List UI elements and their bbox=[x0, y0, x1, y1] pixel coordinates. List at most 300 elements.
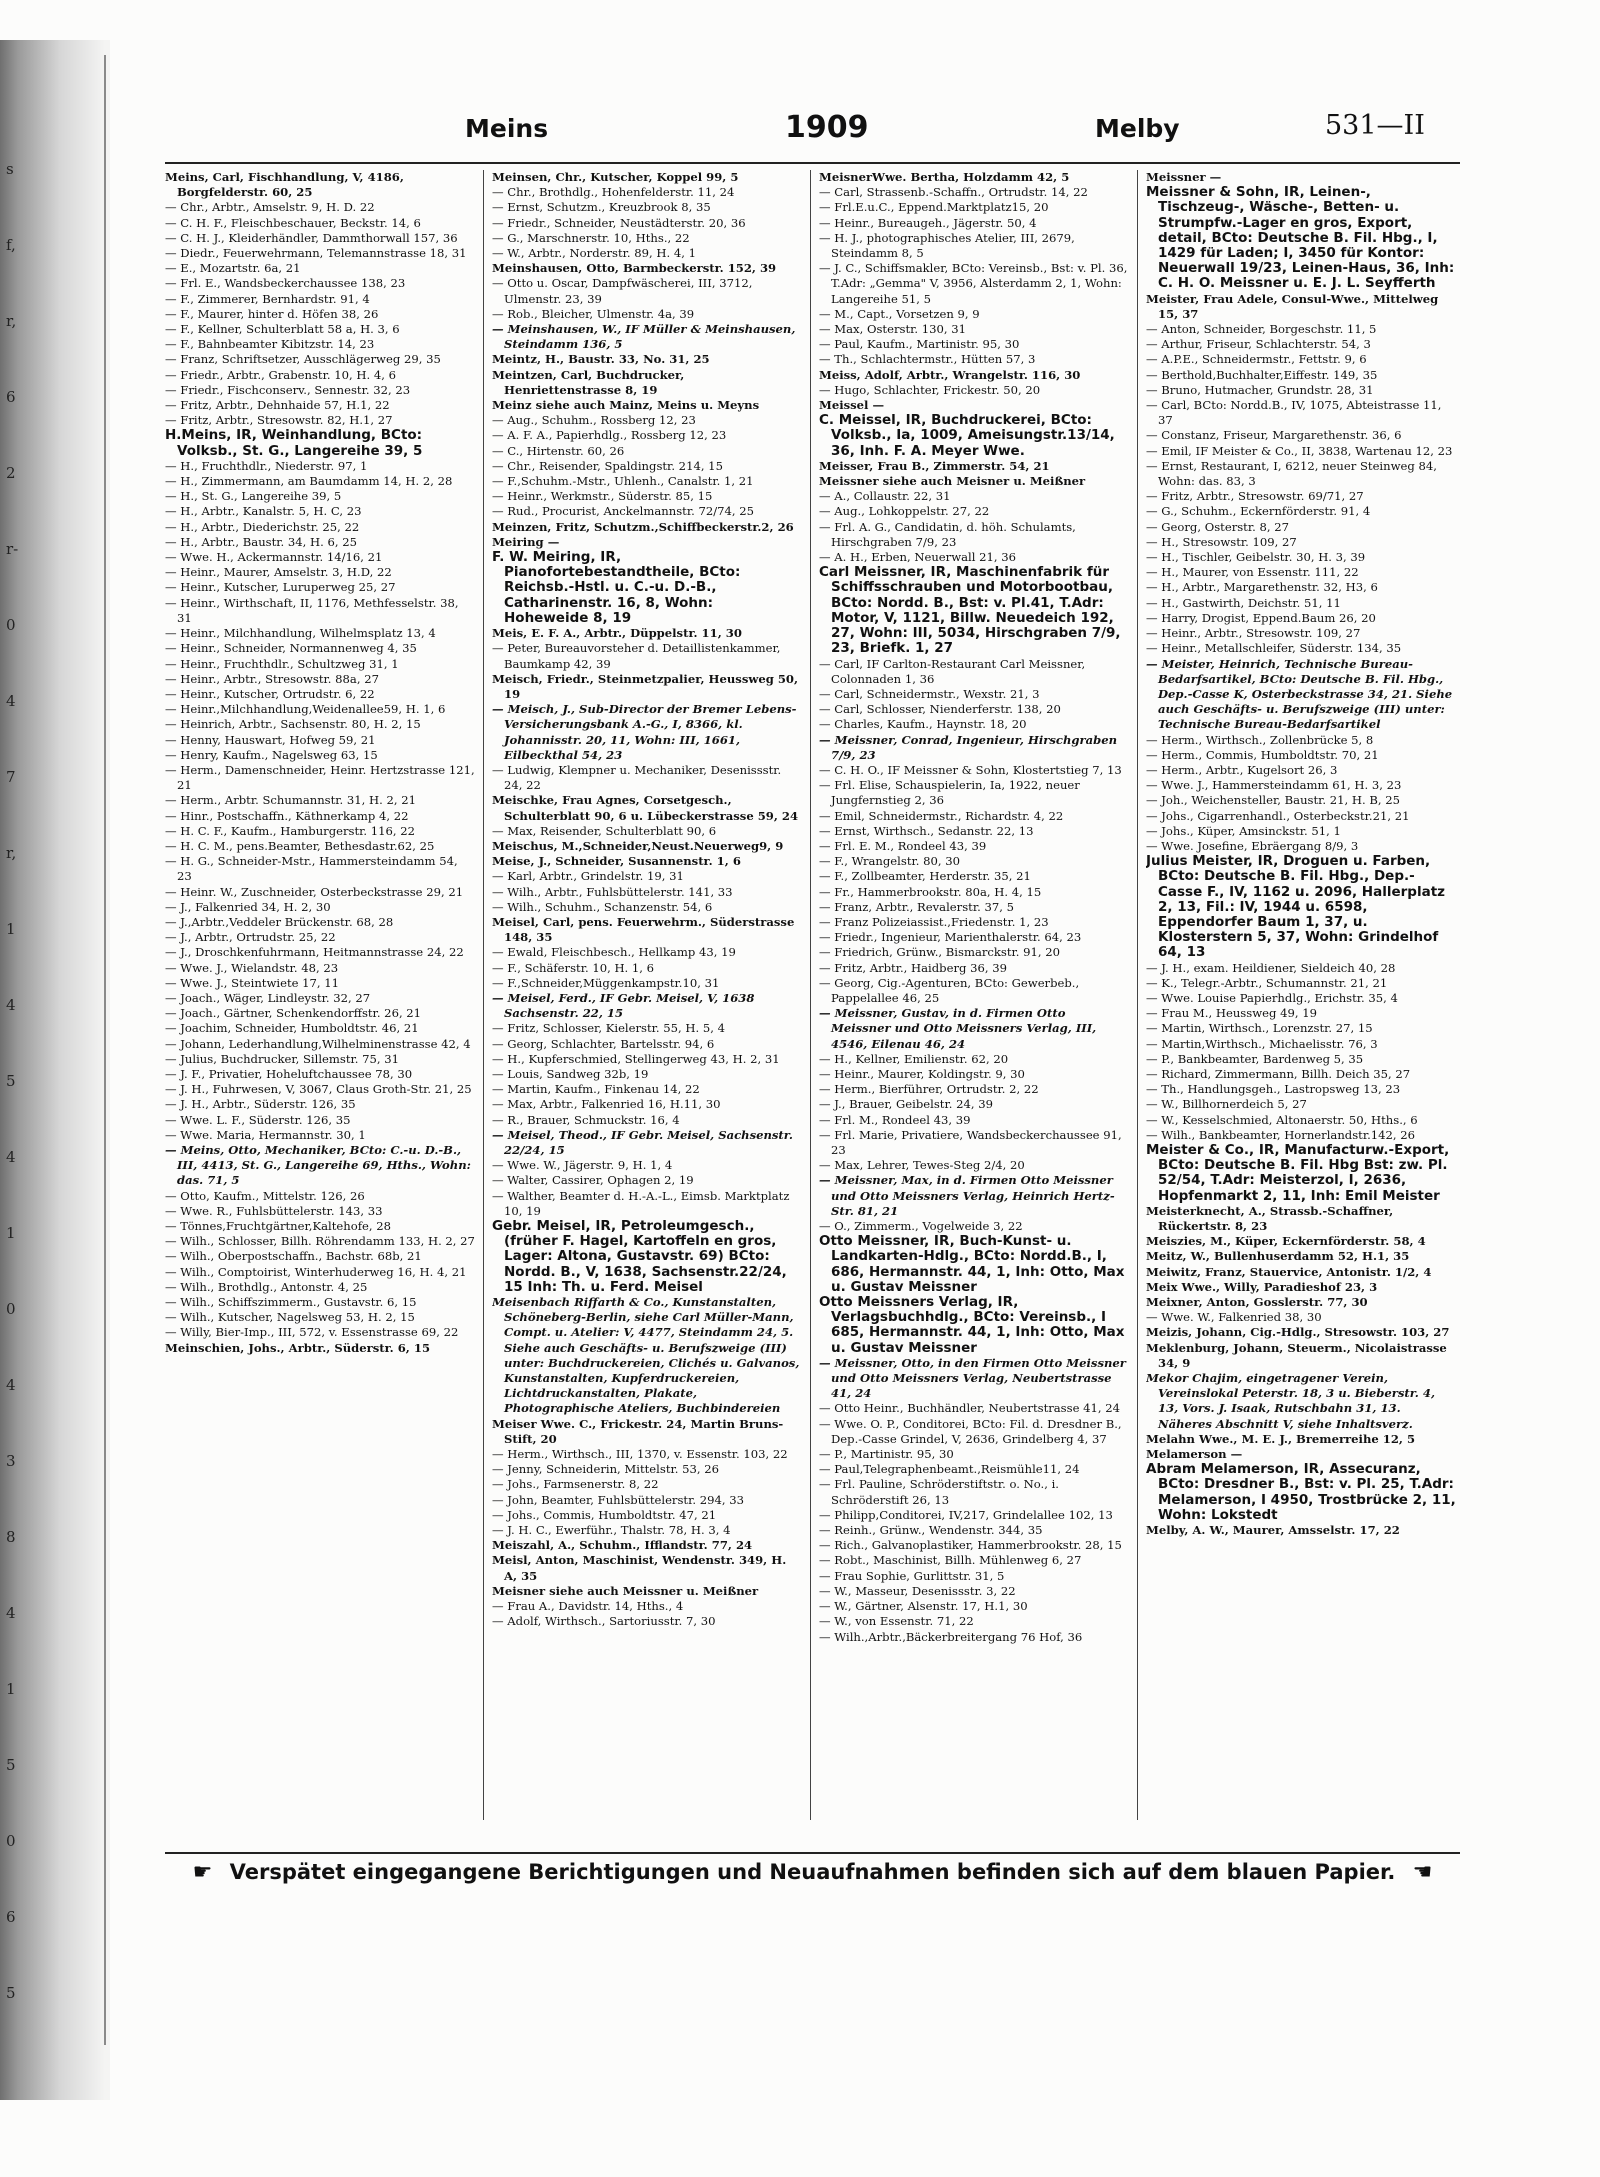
directory-entry: — Wwe. W., Jägerstr. 9, H. 1, 4 bbox=[492, 1158, 673, 1173]
margin-fragment: 4 bbox=[6, 692, 16, 710]
directory-entry: — H., St. G., Langereihe 39, 5 bbox=[165, 489, 342, 504]
directory-entry: — Joach., Gärtner, Schenkendorffstr. 26, 21 bbox=[165, 1006, 422, 1021]
directory-entry: — Frau A., Davidstr. 14, Hths., 4 bbox=[492, 1599, 684, 1614]
directory-columns bbox=[165, 170, 1460, 1820]
directory-entry: — Frl.E.u.C., Eppend.Marktplatz15, 20 bbox=[819, 200, 1049, 215]
margin-fragment: r, bbox=[6, 844, 17, 862]
directory-entry: — Ewald, Fleischbesch., Hellkamp 43, 19 bbox=[492, 945, 736, 960]
directory-entry: — Frl. E. M., Rondeel 43, 39 bbox=[819, 838, 987, 853]
directory-entry: — Heinr., Fruchthdlr., Schultzweg 31, 1 bbox=[165, 656, 399, 671]
directory-entry: — Wilh., Schlosser, Billh. Röhrendamm 133, H. 2, 27 bbox=[165, 1234, 475, 1249]
directory-entry: — A., Collaustr. 22, 31 bbox=[819, 489, 951, 504]
directory-entry: — Ludwig, Klempner u. Mechaniker, Desenissstr. 24, 22 bbox=[492, 762, 782, 793]
directory-entry: — Richard, Zimmermann, Billh. Deich 35, 27 bbox=[1146, 1066, 1411, 1081]
directory-entry: Meiszies, M., Küper, Eckernförderstr. 58, 4 bbox=[1146, 1234, 1426, 1249]
directory-page bbox=[165, 100, 1475, 2020]
directory-entry: — Joachim, Schneider, Humboldtstr. 46, 21 bbox=[165, 1021, 419, 1036]
directory-entry: — Heinrich, Arbtr., Sachsenstr. 80, H. 2, 15 bbox=[165, 717, 421, 732]
directory-entry: — Wilh., Oberpostschaffn., Bachstr. 68b, 21 bbox=[165, 1249, 422, 1264]
directory-entry: — Meissner, Conrad, Ingenieur, Hirschgraben 7/9, 23 bbox=[819, 732, 1118, 762]
column-separator bbox=[483, 170, 484, 1820]
directory-entry: — Carl, BCto: Nordd.B., IV, 1075, Abteistrasse 11, 37 bbox=[1146, 398, 1442, 428]
directory-entry: — Henny, Hauswart, Hofweg 59, 21 bbox=[165, 732, 376, 747]
directory-entry: — Willy, Bier-Imp., III, 572, v. Essenstrasse 69, 22 bbox=[165, 1325, 459, 1340]
directory-entry: — Hinr., Postschaffn., Käthnerkamp 4, 22 bbox=[165, 808, 409, 823]
directory-entry: — Adolf, Wirthsch., Sartoriusstr. 7, 30 bbox=[492, 1614, 716, 1629]
directory-entry: — Frl. Pauline, Schröderstiftstr. o. No., i. Schröderstift 26, 13 bbox=[819, 1477, 1059, 1507]
margin-fragment: r, bbox=[6, 312, 17, 330]
directory-entry: — Frl. E., Wandsbeckerchaussee 138, 23 bbox=[165, 276, 406, 291]
column-separator bbox=[1137, 170, 1138, 1820]
directory-entry: Meisel, Carl, pens. Feuerwehrm., Süderstrasse 148, 35 bbox=[492, 914, 795, 945]
directory-entry: Meinshausen, Otto, Barmbeckerstr. 152, 39 bbox=[492, 261, 777, 276]
directory-entry: — Herm., Bierführer, Ortrudstr. 2, 22 bbox=[819, 1082, 1039, 1097]
directory-entry: — Heinr., Werkmstr., Süderstr. 85, 15 bbox=[492, 489, 713, 504]
directory-entry: — Georg, Osterstr. 8, 27 bbox=[1146, 519, 1289, 534]
directory-entry: — Heinr.,Milchhandlung,Weidenallee59, H. 1, 6 bbox=[165, 702, 446, 717]
directory-entry: — F.,Schuhm.-Mstr., Uhlenh., Canalstr. 1, 21 bbox=[492, 474, 754, 489]
directory-entry: — Heinr., Kutscher, Luruperweg 25, 27 bbox=[165, 580, 396, 595]
directory-entry: — C. H. O., IF Meissner & Sohn, Klostertstieg 7, 13 bbox=[819, 762, 1122, 777]
directory-entry: — Harry, Drogist, Eppend.Baum 26, 20 bbox=[1146, 610, 1376, 625]
directory-entry: — Frl. M., Rondeel 43, 39 bbox=[819, 1112, 971, 1127]
directory-entry: — H., Maurer, von Essenstr. 111, 22 bbox=[1146, 565, 1359, 580]
directory-entry: — Johs., Farmsenerstr. 8, 22 bbox=[492, 1477, 659, 1492]
directory-entry: — W., Gärtner, Alsenstr. 17, H.1, 30 bbox=[819, 1599, 1028, 1614]
directory-entry: — Jenny, Schneiderin, Mittelstr. 53, 26 bbox=[492, 1462, 719, 1477]
directory-entry: — Georg, Schlachter, Bartelsstr. 94, 6 bbox=[492, 1036, 715, 1051]
margin-fragment: 5 bbox=[6, 1984, 16, 2002]
column-2 bbox=[492, 170, 802, 1820]
directory-entry: — Wilh.,Arbtr.,Bäckerbreitergang 76 Hof, 36 bbox=[819, 1629, 1083, 1644]
directory-entry: — Wilh., Bankbeamter, Hornerlandstr.142, 26 bbox=[1146, 1127, 1416, 1142]
directory-entry: — Herm., Commis, Humboldtstr. 70, 21 bbox=[1146, 747, 1379, 762]
directory-entry: — Carl, Schlosser, Nienderferstr. 138, 20 bbox=[819, 702, 1061, 717]
directory-entry: Meisterknecht, A., Strassb.-Schaffner, Rückertstr. 8, 23 bbox=[1146, 1203, 1394, 1234]
directory-entry: Meixner, Anton, Gosslerstr. 77, 30 bbox=[1146, 1295, 1368, 1310]
directory-entry: — C. H. J., Kleiderhändler, Dammthorwall 157, 36 bbox=[165, 230, 458, 245]
directory-entry: Meissel — bbox=[819, 398, 885, 413]
directory-entry: Meintzen, Carl, Buchdrucker, Henriettenstrasse 8, 19 bbox=[492, 367, 685, 397]
directory-entry: — Peter, Bureauvorsteher d. Detaillistenkammer, Baumkamp 42, 39 bbox=[492, 641, 781, 671]
directory-entry: — Frau M., Heussweg 49, 19 bbox=[1146, 1006, 1317, 1021]
column-1 bbox=[165, 170, 475, 1820]
directory-entry: — Ernst, Schutzm., Kreuzbrook 8, 35 bbox=[492, 200, 711, 215]
directory-entry: — M., Capt., Vorsetzen 9, 9 bbox=[819, 306, 980, 321]
directory-entry: — John, Beamter, Fuhlsbüttelerstr. 294, 33 bbox=[492, 1492, 744, 1507]
directory-entry: Gebr. Meisel, IR, Petroleumgesch., (früher F. Hagel, Kartoffeln en gros, Lager: Altona, Gustavstr. 69) BCto: Nordd. B., V, 1638, Sachsenstr.22/24, 15 Inh: Th. u. Ferd. Meisel bbox=[492, 1218, 787, 1295]
directory-entry: — F., Schäferstr. 10, H. 1, 6 bbox=[492, 960, 655, 975]
margin-fragment: 4 bbox=[6, 1604, 16, 1622]
directory-entry: — J., Arbtr., Ortrudstr. 25, 22 bbox=[165, 930, 336, 945]
directory-entry: — Wwe. J., Wielandstr. 48, 23 bbox=[165, 960, 339, 975]
directory-entry: — Herm., Wirthsch., Zollenbrücke 5, 8 bbox=[1146, 732, 1374, 747]
margin-fragment: 0 bbox=[6, 1300, 16, 1318]
directory-entry: — Friedr., Ingenieur, Marienthalerstr. 64, 23 bbox=[819, 930, 1082, 945]
directory-entry: — Rob., Bleicher, Ulmenstr. 4a, 39 bbox=[492, 306, 695, 321]
directory-entry: — Meisel, Ferd., IF Gebr. Meisel, V, 1638 Sachsenstr. 22, 15 bbox=[492, 990, 755, 1021]
directory-entry: — Franz, Arbtr., Revalerstr. 37, 5 bbox=[819, 899, 1014, 914]
directory-entry: — Friedr., Arbtr., Grabenstr. 10, H. 4, 6 bbox=[165, 367, 396, 382]
directory-entry: — P., Martinistr. 95, 30 bbox=[819, 1447, 954, 1462]
directory-entry: — W., Billhornerdeich 5, 27 bbox=[1146, 1097, 1307, 1112]
directory-entry: — Wwe. J., Hammersteindamm 61, H. 3, 23 bbox=[1146, 778, 1402, 793]
directory-entry: — Frl. A. G., Candidatin, d. höh. Schulamts, Hirschgraben 7/9, 23 bbox=[819, 519, 1076, 549]
directory-entry: Meiser Wwe. C., Frickestr. 24, Martin Bruns-Stift, 20 bbox=[492, 1416, 784, 1446]
directory-entry: — Wwe. Josefine, Ebräergang 8/9, 3 bbox=[1146, 838, 1359, 853]
directory-entry: — Wilh., Arbtr., Fuhlsbüttelerstr. 141, 33 bbox=[492, 884, 733, 899]
directory-entry: — A. H., Erben, Neuerwall 21, 36 bbox=[819, 550, 1017, 565]
directory-entry: — Wwe. L. F., Süderstr. 126, 35 bbox=[165, 1112, 351, 1127]
directory-entry: — Wwe. O. P., Conditorei, BCto: Fil. d. Dresdner B., Dep.-Casse Grindel, V, 2636, Grindelberg 4, 37 bbox=[819, 1416, 1122, 1446]
directory-entry: Meins, Carl, Fischhandlung, V, 4186, Borgfelderstr. 60, 25 bbox=[165, 170, 404, 200]
directory-entry: — Heinr., Schneider, Normannenweg 4, 35 bbox=[165, 641, 417, 656]
directory-entry: — Wilh., Schuhm., Schanzenstr. 54, 6 bbox=[492, 899, 713, 914]
directory-entry: — Ernst, Wirthsch., Sedanstr. 22, 13 bbox=[819, 823, 1034, 838]
directory-entry: — H., Kellner, Emilienstr. 62, 20 bbox=[819, 1051, 1009, 1066]
directory-entry: — J. H., Arbtr., Süderstr. 126, 35 bbox=[165, 1097, 356, 1112]
directory-entry: — Frau Sophie, Gurlittstr. 31, 5 bbox=[819, 1568, 1005, 1583]
directory-entry: — A. F. A., Papierhdlg., Rossberg 12, 23 bbox=[492, 428, 727, 443]
directory-entry: — Karl, Arbtr., Grindelstr. 19, 31 bbox=[492, 869, 684, 884]
directory-entry: — H. J., photographisches Atelier, III, 2679, Steindamm 8, 5 bbox=[819, 230, 1075, 261]
directory-entry: — Max, Reisender, Schulterblatt 90, 6 bbox=[492, 823, 717, 838]
directory-entry: — Emil, Schneidermstr., Richardstr. 4, 22 bbox=[819, 808, 1064, 823]
directory-entry: — H. C. F., Kaufm., Hamburgerstr. 116, 22 bbox=[165, 823, 416, 838]
margin-fragment: 5 bbox=[6, 1072, 16, 1090]
directory-entry: — Chr., Brothdlg., Hohenfelderstr. 11, 24 bbox=[492, 185, 735, 200]
directory-entry: MeisnerWwe. Bertha, Holzdamm 42, 5 bbox=[819, 170, 1070, 184]
footer-text: Verspätet eingegangene Berichtigungen und Neuaufnahmen befinden sich auf dem blauen Papier. bbox=[229, 1860, 1396, 1884]
directory-entry: — F., Wrangelstr. 80, 30 bbox=[819, 854, 961, 869]
directory-entry: — Heinr., Maurer, Amselstr. 3, H.D, 22 bbox=[165, 565, 392, 580]
directory-entry: — Hugo, Schlachter, Frickestr. 50, 20 bbox=[819, 382, 1041, 397]
margin-fragment: 6 bbox=[6, 1908, 16, 1926]
directory-entry: Julius Meister, IR, Droguen u. Farben, BCto: Deutsche B. Fil. Hbg., Dep.-Casse F., IV, 1162 u. 2096, Hallerplatz 2, 13, Fil.: IV, 1944 u. 6598, Eppendorfer Baum 1, 37, u. Klosterstern 5, 37, Wohn: Grindelhof 64, 13 bbox=[1146, 853, 1446, 961]
header-year: 1909 bbox=[785, 110, 869, 145]
margin-fragment: 7 bbox=[6, 768, 16, 786]
directory-entry: — Walther, Beamter d. H.-A.-L., Eimsb. Marktplatz 10, 19 bbox=[492, 1188, 790, 1218]
directory-entry: — E., Mozartstr. 6a, 21 bbox=[165, 261, 301, 276]
directory-entry: — Paul, Kaufm., Martinistr. 95, 30 bbox=[819, 337, 1020, 352]
directory-entry: — Wwe. Louise Papierhdlg., Erichstr. 35, 4 bbox=[1146, 990, 1398, 1005]
directory-entry: — Heinr., Metallschleifer, Süderstr. 134, 35 bbox=[1146, 641, 1402, 656]
directory-entry: — J.,Arbtr.,Veddeler Brückenstr. 68, 28 bbox=[165, 914, 394, 929]
directory-entry: — R., Brauer, Schmuckstr. 16, 4 bbox=[492, 1112, 680, 1127]
directory-entry: Meiring — bbox=[492, 534, 560, 549]
directory-entry: — Carl, IF Carlton-Restaurant Carl Meissner, Colonnaden 1, 36 bbox=[819, 656, 1086, 686]
directory-entry: — Th., Schlachtermstr., Hütten 57, 3 bbox=[819, 352, 1036, 367]
directory-entry: — Louis, Sandweg 32b, 19 bbox=[492, 1066, 649, 1081]
directory-entry: — J., Falkenried 34, H. 2, 30 bbox=[165, 899, 331, 914]
margin-fragment: 6 bbox=[6, 388, 16, 406]
directory-entry: — Otto Heinr., Buchhändler, Neubertstrasse 41, 24 bbox=[819, 1401, 1121, 1416]
directory-entry: — J., Droschkenfuhrmann, Heitmannstrasse 24, 22 bbox=[165, 945, 464, 960]
directory-entry: — Johs., Cigarrenhandl., Osterbeckstr.21, 21 bbox=[1146, 808, 1410, 823]
directory-entry: — Frl. Elise, Schauspielerin, Ia, 1922, neuer Jungfernstieg 2, 36 bbox=[819, 778, 1080, 808]
directory-entry: Melahn Wwe., M. E. J., Bremerreihe 12, 5 bbox=[1146, 1431, 1416, 1446]
directory-entry: — H., Kupferschmied, Stellingerweg 43, H. 2, 31 bbox=[492, 1051, 780, 1066]
running-head bbox=[165, 108, 1475, 148]
directory-entry: — W., Arbtr., Norderstr. 89, H. 4, 1 bbox=[492, 246, 697, 261]
margin-fragment: 1 bbox=[6, 1224, 16, 1242]
directory-entry: Otto Meissner, IR, Buch-Kunst- u. Landkarten-Hdlg., BCto: Nordd.B., I, 686, Hermannstr. 44, 1, Inh: Otto, Max u. Gustav Meissner bbox=[819, 1233, 1125, 1295]
directory-entry: Meisner siehe auch Meissner u. Meißner bbox=[492, 1583, 759, 1598]
directory-entry: — H., Arbtr., Baustr. 34, H. 6, 25 bbox=[165, 534, 358, 549]
directory-entry: — Martin, Wirthsch., Lorenzstr. 27, 15 bbox=[1146, 1021, 1373, 1036]
directory-entry: Meisch, Friedr., Steinmetzpalier, Heussweg 50, 19 bbox=[492, 671, 799, 701]
footer-notice bbox=[165, 1860, 1460, 1900]
margin-fragment: 1 bbox=[6, 1680, 16, 1698]
directory-entry: — Walter, Cassirer, Ophagen 2, 19 bbox=[492, 1173, 694, 1188]
directory-entry: — C., Hirtenstr. 60, 26 bbox=[492, 443, 625, 458]
directory-entry: — Arthur, Friseur, Schlachterstr. 54, 3 bbox=[1146, 337, 1371, 352]
directory-entry: — Meins, Otto, Mechaniker, BCto: C.-u. D.-B., III, 4413, St. G., Langereihe 69, Hths., Wohn: das. 71, 5 bbox=[165, 1143, 471, 1188]
directory-entry: — H., Fruchthdlr., Niederstr. 97, 1 bbox=[165, 458, 368, 473]
directory-entry: — Friedrich, Grünw., Bismarckstr. 91, 20 bbox=[819, 945, 1061, 960]
directory-entry: Meinz siehe auch Mainz, Meins u. Meyns bbox=[492, 398, 760, 413]
directory-entry: — Fritz, Arbtr., Stresowstr. 82, H.1, 27 bbox=[165, 413, 393, 428]
margin-fragment: 1 bbox=[6, 920, 16, 938]
directory-entry: — Herm., Wirthsch., III, 1370, v. Essenstr. 103, 22 bbox=[492, 1447, 788, 1462]
directory-entry: — Philipp,Conditorei, IV,217, Grindelallee 102, 13 bbox=[819, 1507, 1113, 1522]
margin-fragment: f, bbox=[6, 236, 16, 254]
directory-entry: — H., Arbtr., Margarethenstr. 32, H3, 6 bbox=[1146, 580, 1378, 595]
directory-entry: — Meissner, Max, in d. Firmen Otto Meissner und Otto Meissners Verlag, Heinrich Hertz-Str. 81, 21 bbox=[819, 1173, 1115, 1218]
directory-entry: — Paul,Telegraphenbeamt.,Reismühle11, 24 bbox=[819, 1462, 1080, 1477]
directory-entry: — H., Arbtr., Kanalstr. 5, H. C, 23 bbox=[165, 504, 362, 519]
directory-entry: Meissner siehe auch Meisner u. Meißner bbox=[819, 474, 1086, 489]
book-binding-shadow bbox=[0, 40, 110, 2100]
directory-entry: — Emil, IF Meister & Co., II, 3838, Wartenau 12, 23 bbox=[1146, 443, 1453, 458]
directory-entry: H.Meins, IR, Weinhandlung, BCto: Volksb., St. G., Langereihe 39, 5 bbox=[165, 427, 423, 459]
directory-entry: — O., Zimmerm., Vogelweide 3, 22 bbox=[819, 1219, 1023, 1234]
directory-entry: Mekor Chajim, eingetragener Verein, Vereinslokal Peterstr. 18, 3 u. Bieberstr. 4, 13, Vors. J. Isaak, Rutschbahn 31, 13. Näheres Abschnitt V, siehe Inhaltsverz. bbox=[1146, 1371, 1435, 1431]
directory-entry: — Julius, Buchdrucker, Sillemstr. 75, 31 bbox=[165, 1051, 400, 1066]
directory-entry: — Bruno, Hutmacher, Grundstr. 28, 31 bbox=[1146, 382, 1374, 397]
directory-entry: — Wilh., Kutscher, Nagelsweg 53, H. 2, 15 bbox=[165, 1310, 415, 1325]
directory-entry: — Heinr., Maurer, Koldingstr. 9, 30 bbox=[819, 1066, 1025, 1081]
directory-entry: — Heinr., Bureaugeh., Jägerstr. 50, 4 bbox=[819, 215, 1037, 230]
directory-entry: — Aug., Schuhm., Rossberg 12, 23 bbox=[492, 413, 696, 428]
directory-entry: — Otto, Kaufm., Mittelstr. 126, 26 bbox=[165, 1188, 365, 1203]
directory-entry: — J. H., exam. Heildiener, Sieldeich 40, 28 bbox=[1146, 960, 1396, 975]
directory-entry: — Heinr., Wirthschaft, II, 1176, Methfesselstr. 38, 31 bbox=[165, 595, 459, 625]
directory-entry: — H. C. M., pens.Beamter, Bethesdastr.62, 25 bbox=[165, 838, 435, 853]
directory-entry: — Rich., Galvanoplastiker, Hammerbrookstr. 28, 15 bbox=[819, 1538, 1122, 1553]
directory-entry: — Joach., Wäger, Lindleystr. 32, 27 bbox=[165, 990, 371, 1005]
directory-entry: — Fritz, Arbtr., Dehnhaide 57, H.1, 22 bbox=[165, 398, 390, 413]
directory-entry: — Max, Osterstr. 130, 31 bbox=[819, 322, 966, 337]
directory-entry: Meiszahl, A., Schuhm., Ifflandstr. 77, 24 bbox=[492, 1538, 753, 1553]
directory-entry: — Friedr., Schneider, Neustädterstr. 20, 36 bbox=[492, 215, 746, 230]
directory-entry: — Wwe. Maria, Hermannstr. 30, 1 bbox=[165, 1127, 366, 1142]
margin-fragment: 4 bbox=[6, 996, 16, 1014]
directory-entry: — Fritz, Schlosser, Kielerstr. 55, H. 5, 4 bbox=[492, 1021, 726, 1036]
margin-fragment: 5 bbox=[6, 1756, 16, 1774]
directory-entry: — Johs., Commis, Humboldtstr. 47, 21 bbox=[492, 1507, 717, 1522]
directory-entry: — Reinh., Grünw., Wendenstr. 344, 35 bbox=[819, 1523, 1043, 1538]
directory-entry: Meinsen, Chr., Kutscher, Koppel 99, 5 bbox=[492, 170, 739, 184]
margin-fragment: 0 bbox=[6, 616, 16, 634]
directory-entry: — Tönnes,Fruchtgärtner,Kaltehofe, 28 bbox=[165, 1219, 391, 1234]
directory-entry: Meise, J., Schneider, Susannenstr. 1, 6 bbox=[492, 854, 741, 869]
directory-entry: Meinschien, Johs., Arbtr., Süderstr. 6, 15 bbox=[165, 1340, 431, 1355]
margin-fragment: s bbox=[6, 160, 14, 178]
directory-entry: Meix Wwe., Willy, Paradieshof 23, 3 bbox=[1146, 1279, 1378, 1294]
margin-fragment: r- bbox=[6, 540, 19, 558]
directory-entry: — Heinr., Arbtr., Stresowstr. 88a, 27 bbox=[165, 671, 379, 686]
directory-entry: — Meissner, Otto, in den Firmen Otto Meissner und Otto Meissners Verlag, Neubertstrasse 41, 24 bbox=[819, 1355, 1126, 1401]
directory-entry: — Martin,Wirthsch., Michaelisstr. 76, 3 bbox=[1146, 1036, 1378, 1051]
directory-entry: — Wilh., Brothdlg., Antonstr. 4, 25 bbox=[165, 1279, 368, 1294]
directory-entry: Meister & Co., IR, Manufacturw.-Export, BCto: Deutsche B. Fil. Hbg Bst: zw. Pl. 52/54, T.Adr: Meisterzol, I, 2636, Hopfenmarkt 2, 11, Inh: Emil Meister bbox=[1146, 1142, 1450, 1204]
directory-entry: — H., Gastwirth, Deichstr. 51, 11 bbox=[1146, 595, 1341, 610]
directory-entry: — Wwe. R., Fuhlsbüttelerstr. 143, 33 bbox=[165, 1203, 383, 1218]
directory-entry: Meischus, M.,Schneider,Neust.Neuerweg9, 9 bbox=[492, 838, 784, 853]
directory-entry: — Carl, Strassenb.-Schaffn., Ortrudstr. 14, 22 bbox=[819, 185, 1088, 200]
directory-entry: — Ernst, Restaurant, I, 6212, neuer Steinweg 84, Wohn: das. 83, 3 bbox=[1146, 458, 1437, 489]
directory-entry: Carl Meissner, IR, Maschinenfabrik für Schiffsschrauben und Motorbootbau, BCto: Nordd. B., Bst: v. Pl.41, T.Adr: Motor, V, 1121, Billw. Neuedeich 192, 27, Wohn: III, 5034, Hirschgraben 7/9, 23, Briefk. 1, 27 bbox=[819, 564, 1121, 657]
directory-entry: — Herm., Damenschneider, Heinr. Hertzstrasse 121, 21 bbox=[165, 762, 475, 793]
directory-entry: — Constanz, Friseur, Margarethenstr. 36, 6 bbox=[1146, 428, 1402, 443]
directory-entry: Meitz, W., Bullenhuserdamm 52, H.1, 35 bbox=[1146, 1249, 1410, 1264]
directory-entry: — C. H. F., Fleischbeschauer, Beckstr. 14, 6 bbox=[165, 215, 421, 230]
directory-entry: — Henry, Kaufm., Nagelsweg 63, 15 bbox=[165, 747, 378, 762]
directory-entry: — F., Zimmerer, Bernhardstr. 91, 4 bbox=[165, 291, 370, 306]
directory-entry: — Chr., Reisender, Spaldingstr. 214, 15 bbox=[492, 458, 723, 473]
directory-entry: — W., von Essenstr. 71, 22 bbox=[819, 1614, 974, 1629]
directory-entry: — F., Bahnbeamter Kibitzstr. 14, 23 bbox=[165, 337, 375, 352]
directory-entry: Meinzen, Fritz, Schutzm.,Schiffbeckerstr.2, 26 bbox=[492, 519, 794, 534]
directory-entry: — Heinr., Milchhandlung, Wilhelmsplatz 13, 4 bbox=[165, 626, 436, 641]
directory-entry: — Carl, Schneidermstr., Wexstr. 21, 3 bbox=[819, 686, 1040, 701]
directory-entry: Meizis, Johann, Cig.-Hdlg., Stresowstr. 103, 27 bbox=[1146, 1325, 1450, 1340]
directory-entry: — Heinr., Kutscher, Ortrudstr. 6, 22 bbox=[165, 686, 375, 701]
directory-entry: — G., Schuhm., Eckernförderstr. 91, 4 bbox=[1146, 504, 1371, 519]
directory-entry: — G., Marschnerstr. 10, Hths., 22 bbox=[492, 230, 690, 245]
directory-entry: — Max, Arbtr., Falkenried 16, H.11, 30 bbox=[492, 1097, 721, 1112]
directory-entry: Meisl, Anton, Maschinist, Wendenstr. 349, H. A, 35 bbox=[492, 1553, 787, 1583]
directory-entry: — H., Stresowstr. 109, 27 bbox=[1146, 534, 1297, 549]
header-last-entry: Melby bbox=[1095, 114, 1180, 143]
directory-entry: — Rud., Procurist, Anckelmannstr. 72/74, 25 bbox=[492, 504, 755, 519]
directory-entry: Meister, Frau Adele, Consul-Wwe., Mittelweg 15, 37 bbox=[1146, 291, 1439, 321]
directory-entry: — Robt., Maschinist, Billh. Mühlenweg 6, 27 bbox=[819, 1553, 1082, 1568]
directory-entry: — J. H., Fuhrwesen, V, 3067, Claus Groth-Str. 21, 25 bbox=[165, 1082, 472, 1097]
directory-entry: Otto Meissners Verlag, IR, Verlagsbuchhdlg., BCto: Vereinsb., I 685, Hermannstr. 44, 1, Inh: Otto, Max u. Gustav Meissner bbox=[819, 1294, 1125, 1356]
directory-entry: Meisenbach Riffarth & Co., Kunstanstalten, Schöneberg-Berlin, siehe Carl Müller-Mann, Compt. u. Atelier: V, 4477, Steindamm 24, 5. Siehe auch Geschäfts- u. Berufszweige (III) unter: Buchdruckereien, Clichés u. Galvanos, Kunstanstalten, Kupferdruckereien, Lichtdruckanstalten, Plakate, Photographische Ateliers, Buchbindereien bbox=[492, 1295, 800, 1416]
directory-entry: Meissner & Sohn, IR, Leinen-, Tischzeug-, Wäsche-, Betten- u. Strumpfw.-Lager en gros, Export, detail, BCto: Deutsche B. Fil. Hbg., I, 1429 für Laden; I, 3450 für Kontor: Neuerwall 19/23, Leinen-Haus, 36, Inh: C. H. O. Meissner u. E. J. L. Seyfferth bbox=[1146, 184, 1455, 292]
header-page-number: 531—II bbox=[1325, 110, 1425, 141]
directory-entry: — H. G., Schneider-Mstr., Hammersteindamm 54, 23 bbox=[165, 854, 458, 884]
directory-entry: — Wilh., Schiffszimmerm., Gustavstr. 6, 15 bbox=[165, 1295, 417, 1310]
directory-entry: — Franz Polizeiassist.,Friedenstr. 1, 23 bbox=[819, 914, 1049, 929]
directory-entry: — Fritz, Arbtr., Stresowstr. 69/71, 27 bbox=[1146, 489, 1364, 504]
directory-entry: — J. H. C., Ewerführ., Thalstr. 78, H. 3, 4 bbox=[492, 1523, 731, 1538]
directory-entry: — Fritz, Arbtr., Haidberg 36, 39 bbox=[819, 960, 1007, 975]
directory-entry: — Wwe. H., Ackermannstr. 14/16, 21 bbox=[165, 550, 383, 565]
directory-entry: — J. C., Schiffsmakler, BCto: Vereinsb., Bst: v. Pl. 36, T.Adr: „Gemma" V, 3956, Alsterdamm 2, 1, Wohn: Langereihe 51, 5 bbox=[819, 261, 1128, 306]
margin-fragment: 0 bbox=[6, 1832, 16, 1850]
directory-entry: — Meinshausen, W., IF Müller & Meinshausen, Steindamm 136, 5 bbox=[492, 322, 796, 352]
directory-entry: — Chr., Arbtr., Amselstr. 9, H. D. 22 bbox=[165, 200, 375, 215]
directory-entry: C. Meissel, IR, Buchdruckerei, BCto: Volksb., Ia, 1009, Ameisungstr.13/14, 36, Inh. F. A. Meyer Wwe. bbox=[819, 412, 1115, 459]
directory-entry: Meintz, H., Baustr. 33, No. 31, 25 bbox=[492, 352, 710, 367]
margin-fragment: 4 bbox=[6, 1376, 16, 1394]
directory-entry: — Franz, Schriftsetzer, Ausschlägerweg 29, 35 bbox=[165, 352, 441, 367]
directory-entry: — F., Kellner, Schulterblatt 58 a, H. 3, 6 bbox=[165, 322, 400, 337]
directory-entry: — Anton, Schneider, Borgeschstr. 11, 5 bbox=[1146, 322, 1377, 337]
directory-entry: — Wwe. W., Falkenried 38, 30 bbox=[1146, 1310, 1322, 1325]
directory-entry: Melby, A. W., Maurer, Amsselstr. 17, 22 bbox=[1146, 1523, 1400, 1538]
directory-entry: — K., Telegr.-Arbtr., Schumannstr. 21, 21 bbox=[1146, 975, 1388, 990]
directory-entry: — Max, Lehrer, Tewes-Steg 2/4, 20 bbox=[819, 1158, 1025, 1173]
directory-entry: Meklenburg, Johann, Steuerm., Nicolaistrasse 34, 9 bbox=[1146, 1340, 1447, 1370]
directory-entry: — Th., Handlungsgeh., Lastropsweg 13, 23 bbox=[1146, 1082, 1401, 1097]
directory-entry: Meissner — bbox=[1146, 170, 1222, 184]
directory-entry: — Berthold,Buchhalter,Eiffestr. 149, 35 bbox=[1146, 367, 1378, 382]
directory-entry: Melamerson — bbox=[1146, 1447, 1243, 1462]
directory-entry: — Martin, Kaufm., Finkenau 14, 22 bbox=[492, 1082, 700, 1097]
directory-entry: — Fr., Hammerbrookstr. 80a, H. 4, 15 bbox=[819, 884, 1042, 899]
directory-entry: Meiss, Adolf, Arbtr., Wrangelstr. 116, 30 bbox=[819, 367, 1081, 382]
directory-entry: — Meisel, Theod., IF Gebr. Meisel, Sachsenstr. 22/24, 15 bbox=[492, 1127, 793, 1157]
directory-entry: — Meister, Heinrich, Technische Bureau-Bedarfsartikel, BCto: Deutsche B. Fil. Hbg., Dep.-Casse K, Osterbeckstrasse 34, 21. Siehe auch Geschäfts- u. Berufszweige (III) unter: Technische Bureau-Bedarfsartikel bbox=[1146, 656, 1453, 732]
directory-entry: Abram Melamerson, IR, Assecuranz, BCto: Dresdner B., Bst: v. Pl. 25, T.Adr: Melamerson, I 4950, Trostbrücke 2, 11, Wohn: Lokstedt bbox=[1146, 1461, 1456, 1523]
directory-entry: F. W. Meiring, IR, Pianofortebestandtheile, BCto: Reichsb.-Hstl. u. C.-u. D.-B., Catharinenstr. 16, 8, Wohn: Hoheweide 8, 19 bbox=[492, 549, 741, 626]
directory-entry: — Friedr., Fischconserv., Sennestr. 32, 23 bbox=[165, 382, 411, 397]
directory-entry: — Wilh., Comptoirist, Winterhuderweg 16, H. 4, 21 bbox=[165, 1264, 467, 1279]
margin-fragment: 3 bbox=[6, 1452, 16, 1470]
directory-entry: — Wwe. J., Steintwiete 17, 11 bbox=[165, 975, 340, 990]
pointing-hand-icon: ☛ bbox=[192, 1860, 213, 1885]
directory-entry: — Aug., Lohkoppelstr. 27, 22 bbox=[819, 504, 990, 519]
directory-entry: — Heinr., Arbtr., Stresowstr. 109, 27 bbox=[1146, 626, 1361, 641]
header-first-entry: Meins bbox=[465, 114, 549, 143]
directory-entry: Meischke, Frau Agnes, Corsetgesch., Schulterblatt 90, 6 u. Lübeckerstrasse 59, 24 bbox=[492, 793, 799, 823]
margin-fragment: 2 bbox=[6, 464, 16, 482]
directory-entry: — A.P.E., Schneidermstr., Fettstr. 9, 6 bbox=[1146, 352, 1367, 367]
directory-entry: — W., Kesselschmied, Altonaerstr. 50, Hths., 6 bbox=[1146, 1112, 1418, 1127]
directory-entry: — Johann, Lederhandlung,Wilhelminenstrasse 42, 4 bbox=[165, 1036, 471, 1051]
pointing-hand-icon: ☚ bbox=[1412, 1860, 1433, 1885]
column-3 bbox=[819, 170, 1129, 1820]
directory-entry: — H., Tischler, Geibelstr. 30, H. 3, 39 bbox=[1146, 550, 1366, 565]
directory-entry: Meisser, Frau B., Zimmerstr. 54, 21 bbox=[819, 458, 1050, 473]
directory-entry: — F.,Schneider,Müggenkampstr.10, 31 bbox=[492, 975, 720, 990]
directory-entry: — F., Zollbeamter, Herderstr. 35, 21 bbox=[819, 869, 1031, 884]
directory-entry: — Heinr. W., Zuschneider, Osterbeckstrasse 29, 21 bbox=[165, 884, 464, 899]
directory-entry: Meis, E. F. A., Arbtr., Düppelstr. 11, 30 bbox=[492, 626, 742, 641]
column-separator bbox=[810, 170, 811, 1820]
directory-entry: — Meisch, J., Sub-Director der Bremer Lebens-Versicherungsbank A.-G., I, 8366, kl. Johannisstr. 20, 11, Wohn: III, 1661, Eilbeckthal 54, 23 bbox=[492, 702, 797, 762]
directory-entry: — Charles, Kaufm., Haynstr. 18, 20 bbox=[819, 717, 1027, 732]
directory-entry: — Joh., Weichensteller, Baustr. 21, H. B, 25 bbox=[1146, 793, 1401, 808]
directory-entry: — Herm., Arbtr. Schumannstr. 31, H. 2, 21 bbox=[165, 793, 417, 808]
directory-entry: — Georg, Cig.-Agenturen, BCto: Gewerbeb., Pappelallee 46, 25 bbox=[819, 975, 1080, 1005]
directory-entry: — Otto u. Oscar, Dampfwäscherei, III, 3712, Ulmenstr. 23, 39 bbox=[492, 276, 753, 306]
header-rule bbox=[165, 162, 1460, 164]
binding-edge-line bbox=[104, 55, 106, 2045]
column-4 bbox=[1146, 170, 1456, 1820]
directory-entry: — P., Bankbeamter, Bardenweg 5, 35 bbox=[1146, 1051, 1364, 1066]
margin-fragment: 8 bbox=[6, 1528, 16, 1546]
directory-entry: — J., Brauer, Geibelstr. 24, 39 bbox=[819, 1097, 993, 1112]
directory-entry: — Meissner, Gustav, in d. Firmen Otto Meissner und Otto Meissners Verlag, III, 4546, Eilenau 46, 24 bbox=[819, 1006, 1097, 1051]
directory-entry: — Herm., Arbtr., Kugelsort 26, 3 bbox=[1146, 762, 1338, 777]
margin-fragment: 4 bbox=[6, 1148, 16, 1166]
